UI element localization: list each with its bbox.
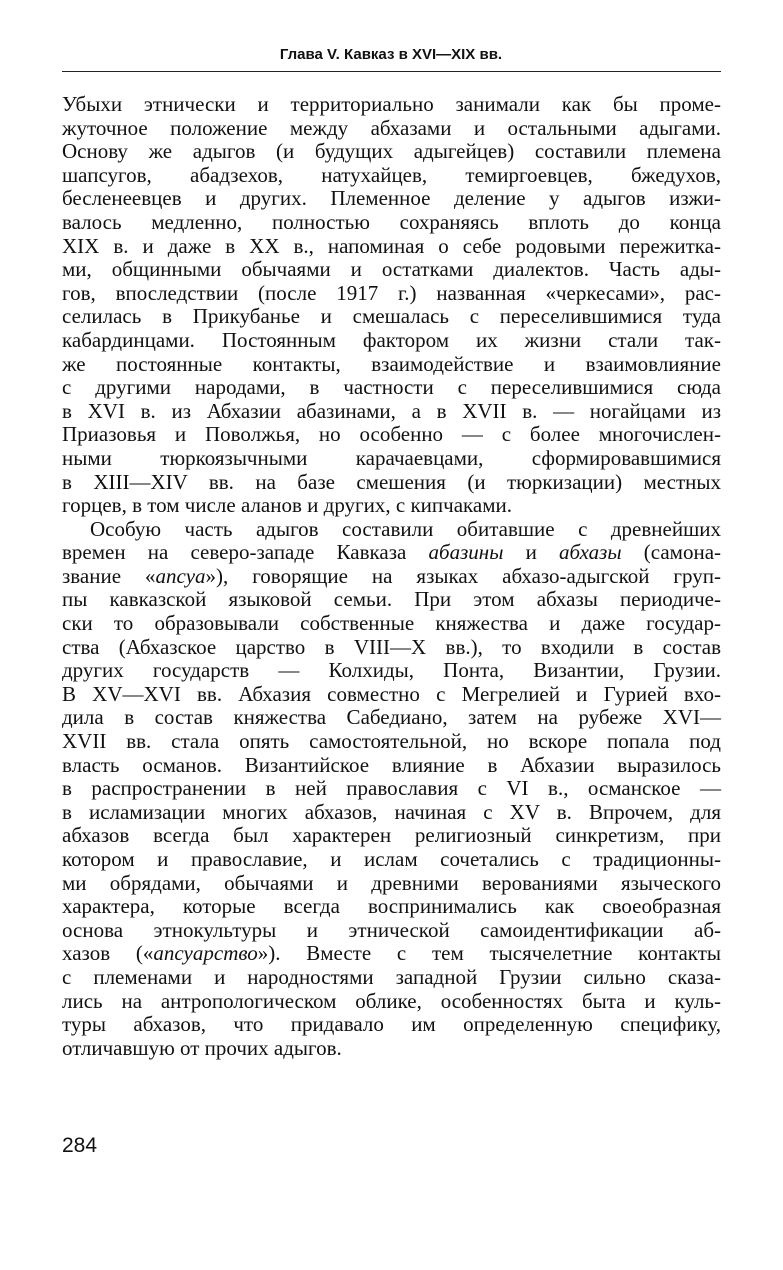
text-line: XVII вв. стала опять самостоятельной, но вскоре попала под [62, 729, 721, 754]
text-line: дила в состав княжества Сабедиано, затем на рубеже XVI— [62, 705, 721, 730]
text-line: характера, которые всегда воспринимались как своеобразная [62, 894, 721, 919]
text-line: XIX в. и даже в XX в., напоминая о себе родовыми пережитка- [62, 233, 721, 258]
text-line: власть османов. Византийское влияние в Абхазии выразилось [62, 752, 721, 777]
text-line: других государств — Колхиды, Понта, Византии, Грузии. [62, 658, 721, 683]
text-run: звание « [62, 563, 156, 588]
running-header: Глава V. Кавказ в XVI—XIX вв. [279, 46, 503, 63]
text-line: ски то образовывали собственные княжества и даже государ- [62, 611, 721, 636]
text-line: Основу же адыгов (и будущих адыгейцев) составили племена [62, 139, 721, 164]
text-line: Приазовья и Поволжья, но особенно — с более многочислен- [62, 422, 721, 447]
text-line: в XIII—XIV вв. на базе смешения (и тюркизации) местных [62, 469, 721, 494]
text-line: же постоянные контакты, взаимодействие и взаимовлияние [62, 351, 721, 376]
text-line: туры абхазов, что придавало им определенную специфику, [62, 1012, 721, 1037]
text-line: ми обрядами, обычаями и древними верованиями языческого [62, 870, 721, 895]
text-line: шапсугов, абадзехов, натухайцев, темиргоевцев, бжедухов, [62, 162, 721, 187]
term-apsua: апсуа [155, 563, 206, 588]
page-number: 284 [62, 1134, 98, 1157]
text-line: селилась в Прикубанье и смешалась с переселившимися туда [62, 304, 721, 329]
text-run: и [503, 540, 559, 565]
text-line: валось медленно, полностью сохраняясь вплоть до конца [62, 209, 721, 234]
text-line: с другими народами, в частности с переселившимися сюда [62, 375, 721, 400]
term-abaziny: абазины [428, 540, 504, 565]
header-rule [62, 71, 721, 72]
term-apsuarstvo: апсуарство [153, 941, 258, 966]
text-line: бесленеевцев и других. Племенное деление у адыгов изжи- [62, 186, 721, 211]
text-line: ми, общинными обычаями и остатками диалектов. Часть ады- [62, 257, 721, 282]
text-line: лись на антропологическом облике, особенностях быта и куль- [62, 988, 721, 1013]
text-line [62, 541, 721, 565]
paragraph-2 [62, 518, 721, 1061]
text-line [62, 565, 721, 589]
text-run: (самона- [621, 540, 722, 565]
term-abkhazy: абхазы [559, 540, 622, 565]
text-line: с племенами и народностями западной Грузии сильно сказа- [62, 964, 721, 989]
text-run: времен на северо-западе Кавказа [62, 540, 429, 565]
text-line: отличавшую от прочих адыгов. [62, 1035, 342, 1060]
text-line: пы кавказской языковой семьи. При этом абхазы периодиче- [62, 587, 721, 612]
text-line: ными тюркоязычными карачаевцами, сформировавшимися [62, 445, 721, 470]
text-line: абхазов всегда был характерен религиозный синкретизм, при [62, 823, 721, 848]
text-line: в исламизации многих абхазов, начиная с XV в. Впрочем, для [62, 799, 721, 824]
text-run: »). Вместе с тем тысячелетние контакты [257, 941, 722, 966]
text-line: основа этнокультуры и этнической самоидентификации аб- [62, 917, 721, 942]
text-line: котором и православие, и ислам сочетались с традиционны- [62, 847, 721, 871]
text-line: жуточное положение между абхазами и остальными адыгами. [62, 115, 721, 140]
text-line: горцев, в том числе аланов и других, с кипчаками. [62, 493, 513, 518]
page-body [62, 93, 721, 1060]
text-line: в XVI в. из Абхазии абазинами, а в XVII в. — ногайцами из [62, 398, 721, 423]
text-line: гов, впоследствии (после 1917 г.) названная «черкесами», рас- [62, 280, 721, 305]
text-line: кабардинцами. Постоянным фактором их жизни стали так- [62, 327, 721, 352]
text-line: ства (Абхазское царство в VIII—X вв.), то входили в состав [62, 634, 721, 659]
text-run: »), говорящие на языках абхазо-адыгской груп- [205, 563, 721, 588]
text-line: Убыхи этнически и территориально занимали как бы проме- [62, 92, 721, 116]
text-line: Особую часть адыгов составили обитавшие с древнейших [90, 516, 721, 541]
text-line [62, 942, 721, 966]
text-line: В XV—XVI вв. Абхазия совместно с Мегрелией и Гурией вхо- [62, 681, 721, 706]
text-run: хазов (« [62, 941, 154, 966]
text-line: в распространении в ней православия с VI в., османское — [62, 776, 721, 801]
paragraph-1 [62, 93, 721, 518]
